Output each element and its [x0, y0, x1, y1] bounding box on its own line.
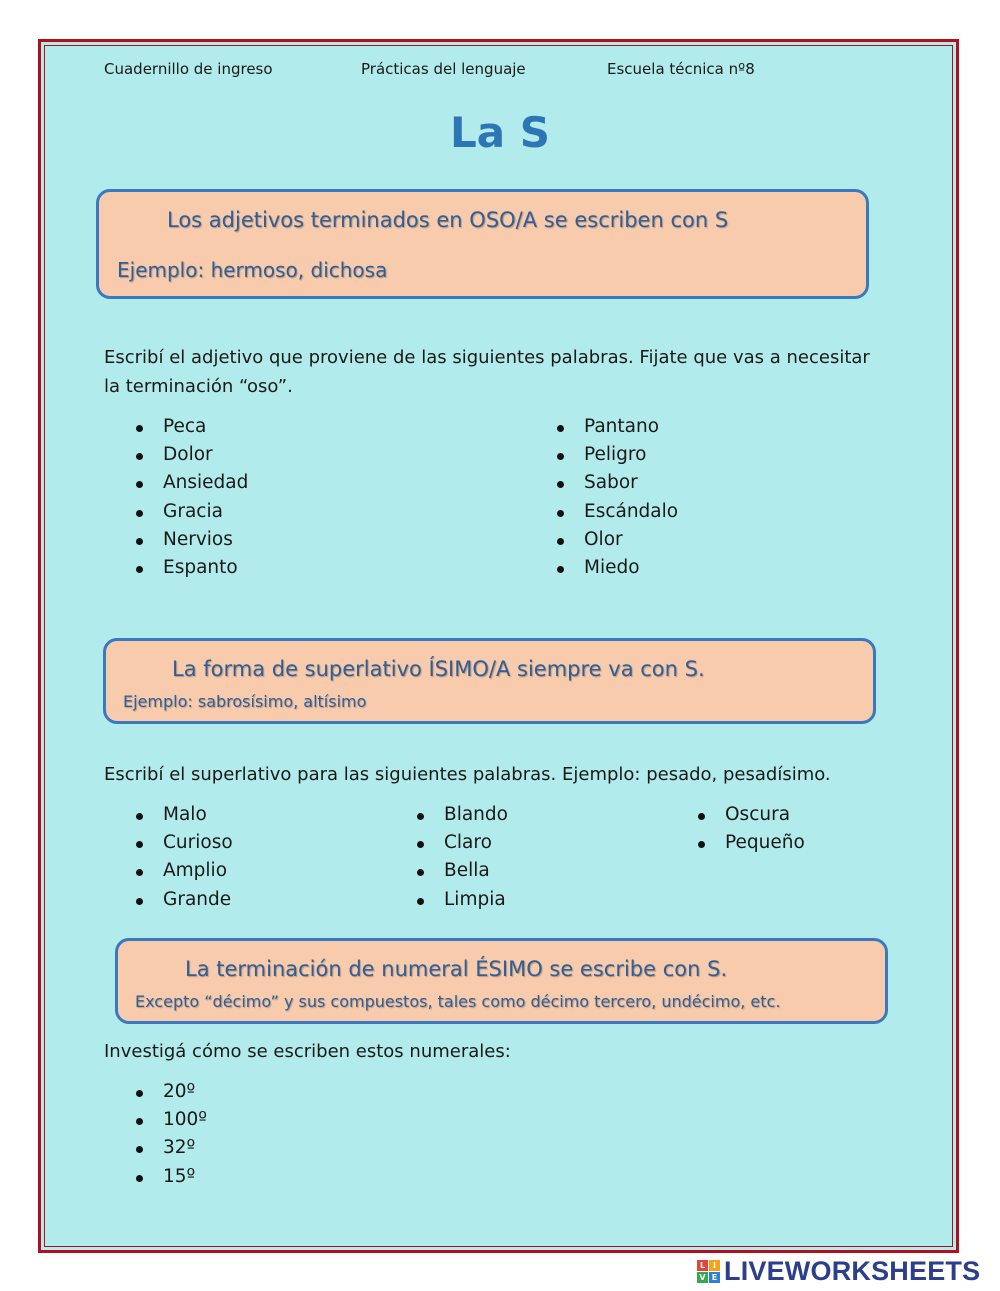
page-title: La S — [450, 108, 550, 157]
list-item: Malo — [104, 801, 233, 829]
exercise-instruction: Escribí el superlativo para las siguientes palabras. Ejemplo: pesado, pesadísimo. — [104, 764, 831, 785]
list-item: Oscura — [666, 801, 805, 829]
rule-box-oso — [96, 189, 869, 299]
rule-example: Ejemplo: hermoso, dichosa — [117, 258, 388, 282]
list-item: Nervios — [104, 526, 248, 554]
list-item: Grande — [104, 886, 233, 914]
rule-box-isimo — [103, 638, 876, 724]
list-item: Peligro — [525, 441, 678, 469]
rule-heading: Los adjetivos terminados en OSO/A se escriben con S — [167, 208, 729, 232]
list-item: Pequeño — [666, 829, 805, 857]
list-item: 15º — [104, 1163, 207, 1191]
list-item: Miedo — [525, 554, 678, 582]
list-item: Pantano — [525, 413, 678, 441]
list-item: Dolor — [104, 441, 248, 469]
rule-example: Ejemplo: sabrosísimo, altísimo — [123, 692, 367, 711]
logo-letter: I — [709, 1260, 720, 1271]
logo-text: LIVEWORKSHEETS — [724, 1255, 981, 1286]
list-item: 32º — [104, 1134, 207, 1162]
list-item: Ansiedad — [104, 469, 248, 497]
list-item: Claro — [385, 829, 508, 857]
list-item: Bella — [385, 857, 508, 885]
logo-letter: V — [697, 1272, 708, 1283]
list-item: Blando — [385, 801, 508, 829]
list-item: 20º — [104, 1078, 207, 1106]
word-list — [525, 413, 678, 582]
liveworksheets-logo[interactable] — [697, 1256, 980, 1286]
header-subject: Prácticas del lenguaje — [361, 60, 526, 78]
word-list — [385, 801, 508, 914]
rule-heading: La terminación de numeral ÉSIMO se escribe con S. — [185, 957, 728, 981]
logo-letter: L — [697, 1260, 708, 1271]
list-item: Espanto — [104, 554, 248, 582]
exercise-instruction: Escribí el adjetivo que proviene de las siguientes palabras. Fijate que vas a necesitar la terminación “oso”. — [104, 347, 870, 397]
list-item: Olor — [525, 526, 678, 554]
list-item: Escándalo — [525, 498, 678, 526]
word-list — [104, 413, 248, 582]
rule-example: Excepto “décimo” y sus compuestos, tales como décimo tercero, undécimo, etc. — [135, 992, 781, 1011]
logo-icon — [697, 1260, 720, 1283]
numeral-list — [104, 1078, 207, 1191]
exercise-instruction: Investigá cómo se escriben estos numerales: — [104, 1041, 511, 1062]
list-item: Sabor — [525, 469, 678, 497]
header-notebook: Cuadernillo de ingreso — [104, 60, 273, 78]
rule-box-esimo — [115, 938, 888, 1024]
list-item: Curioso — [104, 829, 233, 857]
logo-letter: E — [709, 1272, 720, 1283]
list-item: Amplio — [104, 857, 233, 885]
list-item: Gracia — [104, 498, 248, 526]
list-item: Peca — [104, 413, 248, 441]
header-school: Escuela técnica nº8 — [607, 60, 755, 78]
list-item: 100º — [104, 1106, 207, 1134]
list-item: Limpia — [385, 886, 508, 914]
rule-heading: La forma de superlativo ÍSIMO/A siempre va con S. — [172, 657, 705, 681]
word-list — [104, 801, 233, 914]
word-list — [666, 801, 805, 857]
